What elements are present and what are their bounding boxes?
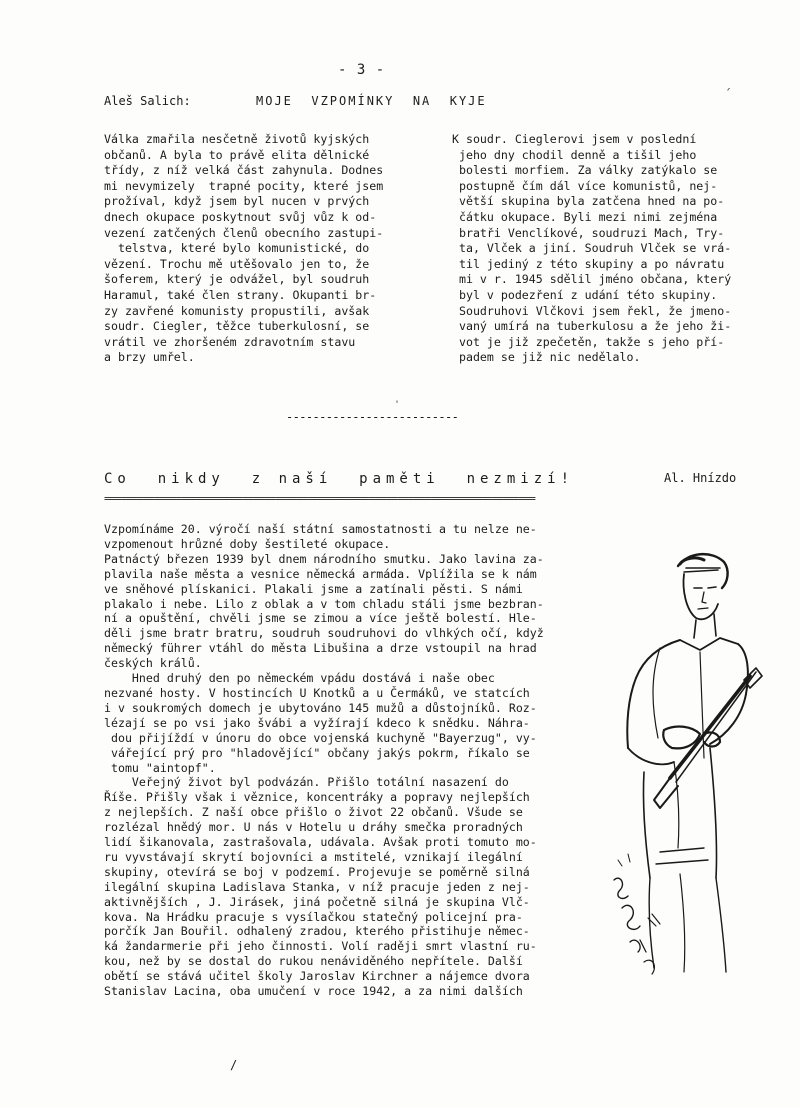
article-line: ká žandarmerie při jeho činnosti. Volí raději smrt vlastní ru- [104,939,537,954]
left-column-line: dnech okupace poskytnout svůj vůz k od- [104,209,377,224]
double-rule: ============================================================================== [104,492,535,505]
right-column-line: ta, Vlček a jiní. Soudruh Vlček se vrá- [452,241,732,256]
article-line: obětí se stává učitel školy Jaroslav Kirchner a nájemce dvora [104,969,530,984]
article-line: německý führer vtáhl do města Libušina a drze vstoupil na hrad [104,641,537,656]
section-title: Co nikdy z naší paměti nezmizí! [104,471,575,487]
soldier-illustration [600,548,770,1008]
right-column-line: byl v podezření z udání této skupiny. [452,287,718,302]
page-number: - 3 - [338,62,386,78]
article-line: plakalo i nebe. Lilo z oblak a v tom chladu stáli jsme bezbran- [104,596,544,611]
right-column-line: padem se již nic nedělalo. [452,350,641,365]
left-column-line: mi nevymizely trapné pocity, které jsem [104,178,384,193]
article-line: skupiny, otevírá se boj v podzemí. Projevuje se poměrně silná [104,864,530,879]
article-line: dou přijíždí v únoru do obce vojenská kuchyně "Bayerzug", vy- [104,730,537,745]
divider-tick: ˈ [394,400,401,411]
article-line: ilegální skupina Ladislava Stanka, v níž pracuje jeden z nej- [104,879,530,894]
right-column-line: bratři Venclíkové, soudruzi Mach, Try- [452,225,725,240]
article-line: i v soukromých domech je ubytováno 145 mužů a důstojníků. Roz- [104,700,537,715]
article-body [104,522,544,999]
article-line: nezvané hosty. V hostincích U Knotků a u Čermáků, ve statcích [104,685,530,700]
left-column-line: vezení zatčených členů obecního zastupi- [104,225,384,240]
right-column-line: čátku okupace. Byli mezi nimi zejména [452,209,718,224]
article-line: vářející prý pro "hladovějící" občany jakýs pokrm, říkalo se [104,745,530,760]
article-line: Hned druhý den po německém vpádu dostává i naše obec [104,671,495,686]
article-line: plavila naše města a vesnice německá armáda. Vplížila se k nám [104,566,537,581]
article-line: ní a opuštění, chvěli jsme se zimou a více ještě bolestí. Hle- [104,611,537,626]
article-line: vzpomenout hrůzné doby šestileté okupace. [104,536,391,551]
article-line: porčík Jan Bouřil. odhalený zradou, kterého přistihuje němec- [104,924,530,939]
right-column-line: K soudr. Cieglerovi jsem v poslední [452,132,697,146]
article-line: Vzpomínáme 20. výročí naší státní samostatnosti a tu nelze ne- [104,522,537,536]
article-line: aktivnějších , J. Jirásek, jiná početně silná je skupina Vlč- [104,894,530,909]
right-column-line: vaný umírá na tuberkulosu a že jeho ži- [452,319,732,334]
header-author: Aleš Salich: [104,94,191,108]
right-column-line: til jediný z této skupiny a po návratu [452,256,725,271]
right-column-text [452,132,731,366]
article-line: děli jsme bratr bratru, soudruh soudruhovi do vlhkých očí, když [104,626,544,641]
right-column-line: větší skupina byla zatčena hned na po- [452,194,725,209]
article-line: Patnáctý březen 1939 byl dnem národního smutku. Jako lavina za- [104,551,544,566]
left-column-line: soudr. Ciegler, těžce tuberkulosní, se [104,319,370,334]
article-line: Říše. Přišly však i věznice, koncentráky a popravy nejlepších [104,790,530,805]
left-column-line: telstva, které bylo komunistické, do [104,241,370,256]
right-column-line: Soudruhovi Vlčkovi jsem řekl, že jmeno- [452,303,732,318]
left-column-line: Válka zmařila nesčetně životů kyjských [104,132,370,146]
left-column-line: třídy, z níž velká část zahynula. Dodnes [104,163,384,178]
section-divider: -------------------------- [286,410,459,424]
article-line: lidí šikanovala, zastrašovala, udávala. Avšak proti tomuto mo- [104,835,537,850]
left-column-line: občanů. A byla to právě elita dělnické [104,147,370,162]
article-line: kou, než by se dostal do rukou nenáviděného nepřítele. Další [104,954,523,969]
left-column-line: šoferem, který je odvážel, byl soudruh [104,272,370,287]
margin-mark: ´ [724,88,732,103]
left-column-line: a brzy umřel. [104,350,195,365]
left-column-text [104,132,383,366]
left-column-line: Haramul, také člen strany. Okupanti br- [104,287,377,302]
right-column-line: postupně čím dál více komunistů, nej- [452,178,718,193]
article-line: rozlézal hnědý mor. U nás v Hotelu u dráhy smečka proradných [104,820,523,835]
left-column-line: prožíval, když jsem byl nucen v prvých [104,194,370,209]
right-column-line: vot je již zpečetěn, takže s jeho pří- [452,334,725,349]
left-column-line: vrátil ve zhoršeném zdravotním stavu [104,334,356,349]
article-line: českých králů. [104,656,202,671]
article-line: Veřejný život byl podvázán. Přišlo totální nasazení do [104,775,509,790]
right-column-line: bolesti morfiem. Za války zatýkalo se [452,163,718,178]
right-column-line: jeho dny chodil denně a tišil jeho [452,147,697,162]
left-column-line: vězení. Trochu mě utěšovalo jen to, že [104,256,370,271]
article-line: ve sněhové plískanici. Plakali jsme a zatínali pěsti. S námi [104,581,523,596]
article-line: lézají se po vsi jako švábi a vyžírají kdeco k snědku. Náhra- [104,715,530,730]
article-line: ru vyvstávají skrytí bojovníci a mstitelé, vznikají ilegální [104,849,523,864]
left-column-line: zy zavřené komunisty propustili, avšak [104,303,370,318]
article-line: z nejlepších. Z naší obce přišlo o život 22 občanů. Všude se [104,805,523,820]
right-column-line: mi v r. 1945 sdělil jméno občana, který [452,272,732,287]
footer-mark: / [230,1058,238,1072]
article-line: Stanislav Lacina, oba umučení v roce 1942, a za nimi dalších [104,984,523,999]
section-author: Al. Hnízdo [664,471,737,485]
header-title: MOJE VZPOMÍNKY NA KYJE [256,94,487,108]
article-line: kova. Na Hrádku pracuje s vysílačkou statečný policejní pra- [104,909,523,924]
article-line: tomu "aintopf". [104,760,216,775]
